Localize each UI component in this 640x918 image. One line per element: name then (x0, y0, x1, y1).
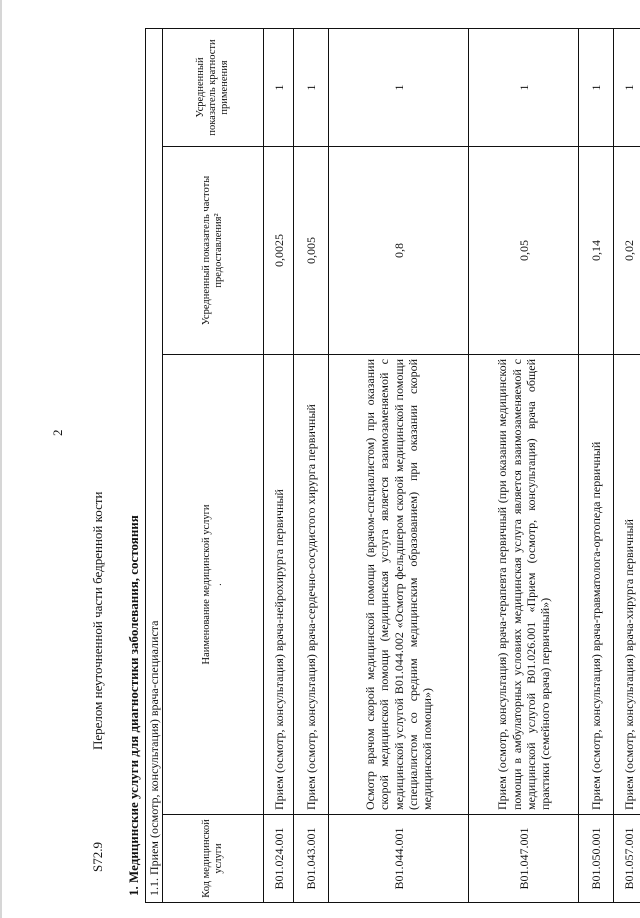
row-multiplicity: 1 (264, 29, 294, 147)
row-code: B01.047.001 (469, 815, 579, 903)
row-multiplicity: 1 (329, 29, 469, 147)
row-multiplicity: 1 (614, 29, 640, 147)
page-number: 2 (50, 429, 65, 436)
section-title: 1. Медицинские услуги для диагностики заболевания, состояния (126, 515, 141, 896)
header-name-mark: . (213, 583, 225, 586)
row-code: B01.057.001 (614, 815, 640, 903)
row-frequency: 0,005 (294, 147, 329, 355)
services-table (145, 28, 640, 903)
header-multiplicity: Усредненный показатель кратности применения (163, 29, 264, 147)
row-name: Прием (осмотр, консультация) врача-терапевта первичный (при оказании медицинской помощи в амбулаторных условиях медицинская услуга является взаимозаменяемой с медицинской услугой B01.026.001 «Прием (осмотр, консультация) врача общей практики (семейного врача) первичный») (469, 355, 579, 815)
row-multiplicity: 1 (294, 29, 329, 147)
header-name-label: Наименование медицинской услуги (201, 504, 213, 665)
header-name (163, 355, 264, 815)
table-header-row (163, 29, 264, 903)
table-row (329, 29, 469, 903)
header-frequency: Усредненный показатель частоты предоставления² (163, 147, 264, 355)
table-row (469, 29, 579, 903)
row-name: Прием (осмотр, консультация) врача-сердечно-сосудистого хирурга первичный (294, 355, 329, 815)
row-code: B01.044.001 (329, 815, 469, 903)
row-frequency: 0,02 (614, 147, 640, 355)
row-frequency: 0,0025 (264, 147, 294, 355)
row-name: Осмотр врачом скорой медицинской помощи (врачом-специалистом) при оказании скорой медицинской помощи (медицинская услуга является взаимозаменяемой с медицинской услугой B01.044.002 «Осмотр фельдшером скорой медицинской помощи (специалистом со средним медицинским образованием) при оказании скорой медицинской помощи») (329, 355, 469, 815)
row-name: Прием (осмотр, консультация) врача-хирурга первичный (614, 355, 640, 815)
row-multiplicity: 1 (579, 29, 614, 147)
table-row (294, 29, 329, 903)
header-code: Код медицинской услуги (163, 815, 264, 903)
table-row (579, 29, 614, 903)
row-code: B01.043.001 (294, 815, 329, 903)
row-name: Прием (осмотр, консультация) врача-травматолога-ортопеда первичный (579, 355, 614, 815)
diagnosis-code: S72.9 (90, 842, 105, 872)
table-row (264, 29, 294, 903)
row-frequency: 0,14 (579, 147, 614, 355)
row-multiplicity: 1 (469, 29, 579, 147)
row-frequency: 0,05 (469, 147, 579, 355)
subsection-title: 1.1. Прием (осмотр, консультация) врача-специалиста (146, 29, 163, 903)
row-code: B01.050.001 (579, 815, 614, 903)
diagnosis-name: Перелом неуточненной части бедренной кости (90, 491, 105, 750)
row-frequency: 0,8 (329, 147, 469, 355)
row-code: B01.024.001 (264, 815, 294, 903)
table-row (614, 29, 640, 903)
subsection-row (146, 29, 163, 903)
row-name: Прием (осмотр, консультация) врача-нейрохирурга первичный (264, 355, 294, 815)
